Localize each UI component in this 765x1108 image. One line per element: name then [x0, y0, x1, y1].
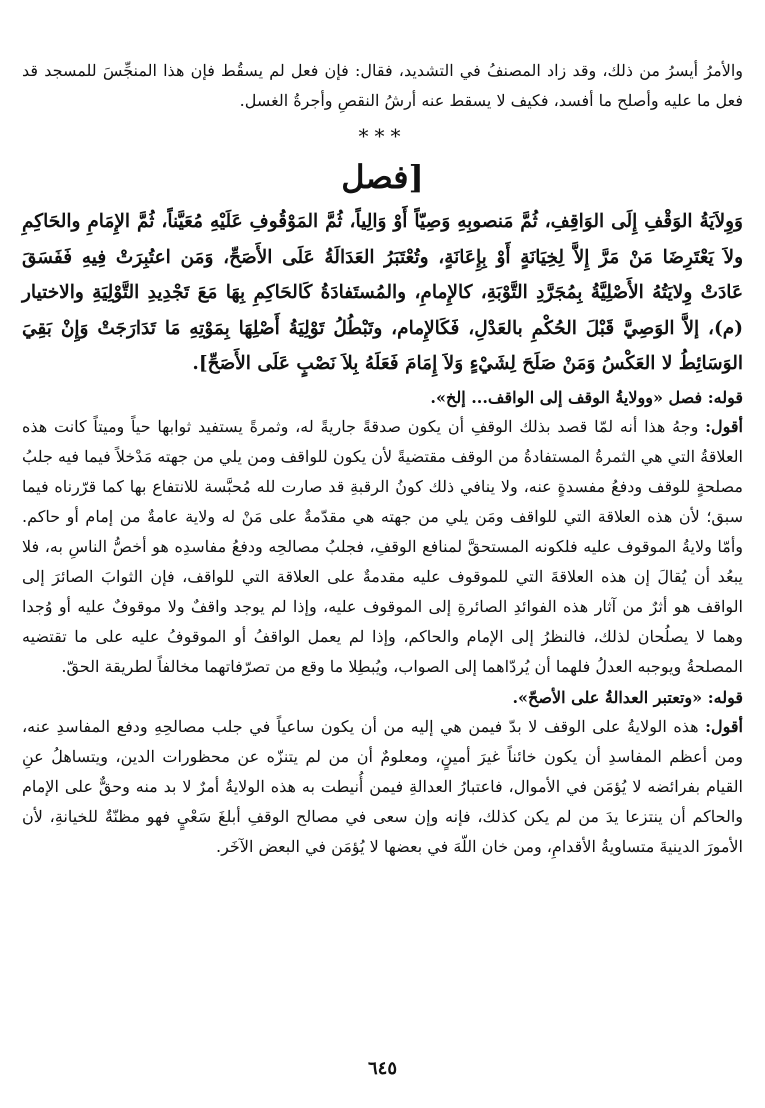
commentary-text-2: هذه الولايةُ على الوقف لا بدّ فيمن هي إليه من أن يكون ساعياً في جلب مصالحِهِ ودفع المفاسدِ عنه، ومن أعظم المفاسدِ أن يكون خائناً غيرَ أمينٍ، ومعلومٌ أن من لم يتنزّه عن محظورات الدين، ويتساهلُ عنِ القيام بفرائضه لا يُؤمَن في الأموال، فاعتبارُ العدالةِ فيمن أُنيطت به هذه الولايةُ أمرٌ لا بد منه وحقٌّ على الإمام والحاكم أن ينتزعا يدَ من لم يكن كذلك، فإنه وإن سعى في مصالح الوقفِ أبلغَ سَعْيٍ فهو مظنّةٌ للخيانةِ، لأن الأمورَ الدينيةَ متساويةُ الأقدامِ، ومن خان اللّهَ في بعضها لا يُؤمَن في البعض الآخَر.	[22, 716, 744, 856]
commentary-text-1: وجهُ هذا أنه لمّا قصد بذلك الوقفِ أن يكون صدقةً جاريةً له، وثمرةً يستفيد ثوابها حياً وميتاً كانت هذه العلاقةُ التي هي الثمرةُ المستفادةُ من الوقف مقتضيةً لأن يكون للواقف ومن يلي من جهته مَدْخلاً فيما فيه جلبُ مصلحةٍ للوقف ودفعُ مفسدةٍ عنه، ولا ينافي ذلك كونُ الرقبةِ قد صارت لله مُحبَّسة للانتفاع بها كما قرّرناه فيما سبق؛ لأن هذه العلاقة التي للواقف ومَن يلي من جهته هي مقدّمةٌ على مَنْ له ولاية عامةٌ من إمام أو حاكم. وأمّا ولايةُ الموقوف عليه فلكونه المستحقَّ لمنافع الوقفِ، فجلبُ مصالحِه ودفعُ مفاسدِه هو أخصُّ الناسِ به، فلا يبعُد أن يُقالَ إن هذه العلاقةَ التي للموقوف عليه مقدمةٌ على العلاقة التي للواقف، فإن الثوابَ الصائرَ إلى الواقف هو أثرٌ من آثار هذه الفوائدِ الصائرةِ إلى الموقوف عليه، وإذا لم يوجد واقفٌ ولا موقوفٌ عليه أو وُجدا وهما لا يصلُحان لذلك، فالنظرُ إلى الإمام والحاكم، وإذا لم يعمل الواقفُ أو الموقوفُ عليه على ما تقتضيه المصلحةُ ويوجبه العدلُ فلهما أن يُردّاهما إلى الصواب، ويُبطِلا ما وقع من تصرّفاتهما مخالفاً لطريقة الحقّ.	[22, 416, 743, 676]
aqul-label: أقول:	[705, 416, 743, 436]
page-number: ٦٤٥	[367, 1058, 397, 1079]
top-paragraph: والأمرُ أيسرُ من ذلك، وقد زاد المصنفُ في التشديد، فقال: فإن فعل لم يسقُط فإن هذا المنجِّسَ للمسجد قد فعل ما عليه وأصلح ما أفسد، فكيف لا يسقط عنه أرشُ النقصِ وأجرةُ الغسل.	[22, 61, 743, 110]
page-content	[22, 56, 743, 862]
commentary-paragraph-1	[22, 412, 743, 682]
matn-text: وَوِلاَيَةُ الوَقْفِ إِلَى الوَاقِفِ، ثُمَّ مَنصوبِهِ وَصِيّاً أَوْ وَالِياً، ثُمَّ المَوْقُوفِ عَلَيْهِ مُعَيَّناً، ثُمَّ الإِمَامِ والحَاكِمِ ولاَ يَعْتَرِضَا مَنْ مَرَّ إِلاَّ لِخِيَانَةٍ أَوْ بِإِعَانَةٍ، وتُعْتَبَرُ العَدَالَةُ عَلَى الأَصَحِّ، وَمَن اعتُبِرَتْ فِيهِ فَفَسَقَ عَادَتْ وِلايَتُهُ الأَصْلِيَّةُ بِمُجَرَّدِ التَّوْبَةِ، كالإِمامِ، والمُستَفادَةُ كَالحَاكِمِ بِهَا مَعَ تَجْدِيدِ التَّوْلِيَةِ والاختيار (م)، إلاَّ الوَصِيَّ قَبْلَ الحُكْمِ بالعَدْلِ، فَكَالإِمام، وتَبْطُلُ تَوْلِيَةُ أَصْلِهَا بِمَوْتِهِ مَا تَدَارَجَتْ وَإِنْ بَقِيَ الوَسَائِطُ لا العَكْسُ وَمَنْ صَلَحَ لِشَيْءٍ وَلاَ إِمَامَ فَعَلَهُ بِلاَ نَصْبٍ عَلَى الأَصَحِّ].	[22, 211, 743, 374]
commentary-paragraph-2	[22, 712, 743, 862]
commentary-heading-2: قوله: «وتعتبر العدالةُ على الأصحّ».	[512, 687, 743, 707]
commentary-heading-1: قوله: فصل «وولايةُ الوقف إلى الواقف... إلخ».	[430, 387, 743, 407]
aqul-label: أقول:	[705, 716, 743, 736]
section-heading: [فصل	[341, 158, 424, 196]
section-separator: ***	[358, 124, 407, 148]
